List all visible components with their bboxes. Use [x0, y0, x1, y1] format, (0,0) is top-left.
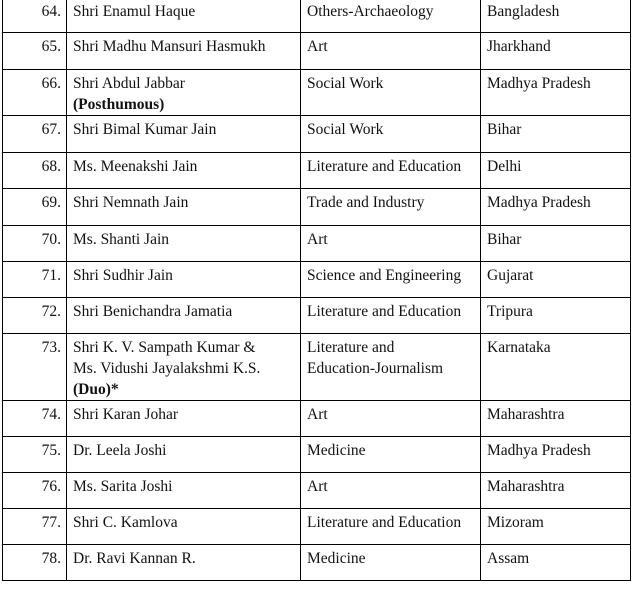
row-number: 77. [3, 509, 67, 545]
table-row [3, 334, 631, 401]
award-field: Literature and Education [301, 153, 481, 189]
awardee-state: Assam [481, 545, 631, 581]
award-field: Medicine [301, 437, 481, 473]
awardee-name: Ms. Sarita Joshi [67, 473, 301, 509]
awardee-state: Karnataka [481, 334, 631, 401]
award-field-line: Education-Journalism [307, 360, 444, 377]
row-number: 74. [3, 401, 67, 437]
awardee-state: Bihar [481, 226, 631, 262]
awardee-name-line: Ms. Vidushi Jayalakshmi K.S. [73, 360, 261, 377]
awardee-state: Madhya Pradesh [481, 189, 631, 226]
table-row [3, 545, 631, 581]
row-number: 68. [3, 153, 67, 189]
table-row [3, 70, 631, 116]
award-field: Art [301, 33, 481, 70]
award-field: Art [301, 473, 481, 509]
awardee-state: Gujarat [481, 262, 631, 298]
row-number: 65. [3, 33, 67, 70]
posthumous-note: (Posthumous) [73, 96, 165, 113]
awardee-name: Dr. Ravi Kannan R. [67, 545, 301, 581]
row-number: 78. [3, 545, 67, 581]
awardee-cell [67, 70, 301, 116]
award-field: Literature and Education [301, 509, 481, 545]
table-row [3, 153, 631, 189]
awardee-name: Shri Enamul Haque [67, 0, 301, 33]
awardee-name: Shri Benichandra Jamatia [67, 298, 301, 334]
row-number: 69. [3, 189, 67, 226]
table-row [3, 509, 631, 545]
row-number: 70. [3, 226, 67, 262]
award-field-cell [301, 334, 481, 401]
awardee-state: Madhya Pradesh [481, 437, 631, 473]
table-row [3, 262, 631, 298]
awardee-name: Ms. Shanti Jain [67, 226, 301, 262]
table-row [3, 116, 631, 153]
row-number: 75. [3, 437, 67, 473]
duo-note: (Duo)* [73, 381, 119, 398]
awardee-name: Shri Bimal Kumar Jain [67, 116, 301, 153]
awardee-name: Shri Karan Johar [67, 401, 301, 437]
award-field: Medicine [301, 545, 481, 581]
table-row [3, 0, 631, 33]
awardee-state: Mizoram [481, 509, 631, 545]
awardee-state: Tripura [481, 298, 631, 334]
row-number: 76. [3, 473, 67, 509]
row-number: 64. [3, 0, 67, 33]
table-row [3, 473, 631, 509]
award-field: Trade and Industry [301, 189, 481, 226]
table-row [3, 298, 631, 334]
awardee-name: Shri C. Kamlova [67, 509, 301, 545]
awardee-state: Madhya Pradesh [481, 70, 631, 116]
award-field: Art [301, 226, 481, 262]
awardee-name: Ms. Meenakshi Jain [67, 153, 301, 189]
awardee-name: Dr. Leela Joshi [67, 437, 301, 473]
row-number: 71. [3, 262, 67, 298]
row-number: 67. [3, 116, 67, 153]
table-row [3, 401, 631, 437]
awardee-state: Maharashtra [481, 401, 631, 437]
awardee-state: Jharkhand [481, 33, 631, 70]
row-number: 66. [3, 70, 67, 116]
award-field: Social Work [301, 70, 481, 116]
row-number: 72. [3, 298, 67, 334]
award-field: Literature and Education [301, 298, 481, 334]
awardee-state: Bihar [481, 116, 631, 153]
awardee-state: Maharashtra [481, 473, 631, 509]
table-row [3, 189, 631, 226]
award-field: Science and Engineering [301, 262, 481, 298]
award-field-line: Literature and [307, 339, 395, 356]
award-field: Social Work [301, 116, 481, 153]
awardee-state: Bangladesh [481, 0, 631, 33]
table-row [3, 437, 631, 473]
award-field: Others-Archaeology [301, 0, 481, 33]
awardee-name: Shri Sudhir Jain [67, 262, 301, 298]
awardee-cell [67, 334, 301, 401]
row-number: 73. [3, 334, 67, 401]
table-row [3, 33, 631, 70]
awardee-name: Shri Nemnath Jain [67, 189, 301, 226]
award-field: Art [301, 401, 481, 437]
awards-table [2, 0, 631, 581]
awardee-state: Delhi [481, 153, 631, 189]
awardee-name: Shri Abdul Jabbar [73, 75, 185, 92]
table-row [3, 226, 631, 262]
awardee-name-line: Shri K. V. Sampath Kumar & [73, 339, 256, 356]
awardee-name: Shri Madhu Mansuri Hasmukh [67, 33, 301, 70]
